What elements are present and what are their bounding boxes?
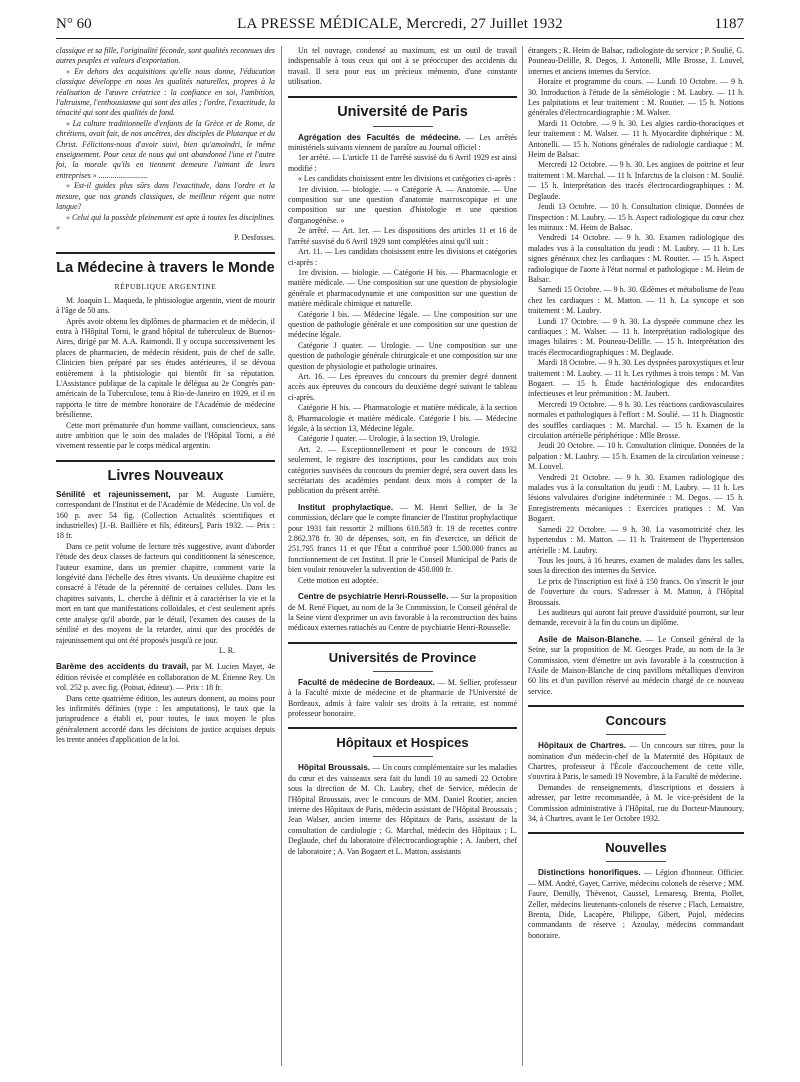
article-paragraph: Catégorie H bis. — Pharmacologie et matière médicale, à la section 8, Pharmacologie et matière médicale. Catégorie I bis. — Médecine légale, à la section 13, Médecine légale.: [288, 403, 517, 433]
program-day: Vendredi 14 Octobre. — 9 h. 30. Examen radiologique des malades vus à la consultation du jeudi : M. Laubry. — 11 h. Les signes généraux chez les cardiaques : M. Routier. — 15 h. Aspect radiologique de l'aorte à l'état normal et pathologique : M. Heim de Balsac.: [528, 233, 744, 284]
column-right: [528, 46, 744, 1076]
program-day: Mardi 18 Octobre. — 9 h. 30. Les dyspnées paroxystiques et leur traitement : M. Laubry. — 11 h. Les rythmes à trois temps : M. Van Bogaert. — 15 h. Étude bactériologique des endocardites infectieuses et leur prémunition : M. Jaubert.: [528, 358, 744, 399]
item-text: — Un cours complémentaire sur les maladies du cœur et des vaisseaux sera fait du lundi 10 au samedi 22 Octobre sous la direction de M. Ch. Laubry, chef de Service, médecin de l'Hôpital Broussais, avec le concours de MM. Daniel Routier, ancien interne des Hôpitaux de Paris, médecin assistant de l'Hôpital Broussais ; Jean Walser, ancien interne des Hôpitaux de Paris, assistant de la consultation de cardiologie ; G. Marchal, médecin des Hôpitaux ; L. Deglaude, chef du laboratoire d'électrocardiographie ; A. Jaubert, chef de laboratoire ; A. Van Bogaert et L. Matton, assistants: [288, 763, 517, 856]
item-heading: Distinctions honorifiques.: [538, 868, 641, 878]
section-title-paris: Université de Paris: [337, 103, 468, 120]
article-paragraph: Catégorie J quater. — Urologie. — Une composition sur une question de pathologie générale chirurgicale et une composition sur une question de physiologie et pathologie urinaires.: [288, 340, 517, 371]
program-day: Mardi 11 Octobre. — 9 h. 30. Les algies cardio-thoraciques et leur traitement : M. Walser. — 11 h. Myocardite diphtérique : M. Antonelli. — 15 h. Notions générales de radiologie cardiaque : M. Heim de Balsac.: [528, 118, 744, 160]
item-text: — M. Henri Sellier, de la 3e commission, déclare que le compte financier de l'Institut prophylactique pour 1931 fait ressortir 2 millions 610.583 fr. 19 de recettes contre 2.862.378 fr. 30 de dépenses, soit, en fin d'exercice, un déficit de 251.795 francs 11 et que l'État a contribué pour 1.500.000 francs au fonctionnement de cet Institut. Il prie le Conseil Municipal de Paris de bien vouloir renouveler la subvention de 450.000 fr.: [288, 502, 517, 575]
section-rule: [528, 705, 744, 707]
issue-number: N° 60: [56, 16, 92, 32]
book-review: Dans ce petit volume de lecture très suggestive, avant d'aborder l'étude des deux classes de facteurs qui conditionnent la sénescence, l'auteur examine, dans un premier chapitre, comment varie la longévité dans l'échelle des êtres vivants. Un deuxième chapitre est consacré à l'étude de la pérennité de certaines cellules. Dans les chapitres suivants, L. cherche à définir et à caractériser la vie et la mort en tant que manifestations colloïdales, et c'est seulement après cette analyse qu'il aborde, par le détail, l'examen des causes de la sénilité et des moyens de la retarder, ainsi que des procédés de rajeunissement qui ont été proposés jusqu'à ce jour.: [56, 541, 275, 645]
news-item: [528, 868, 744, 941]
article-paragraph: Cette motion est adoptée.: [298, 575, 379, 585]
item-text: — Les arrêtés ministériels suivants viennent de paraître au Journal officiel :: [288, 132, 517, 153]
article-paragraph: Le prix de l'inscription est fixé à 150 francs. On s'inscrit le jour de l'ouverture du cours. S'adresser à M. Matton, à l'Hôpital Broussais.: [528, 576, 744, 607]
article-paragraph: Demandes de renseignements, d'inscriptions et dossiers à adresser, par lettre recommandée, à M. le vice-président de la Commission administrative à l'Hôpital, rue du Docteur-Maunoury, 34, à Chartres, avant le 1er Octobre 1932.: [528, 782, 744, 824]
article-paragraph: 1re division. — biologie. — Catégorie H bis. — Pharmacologie et matière médicale. — Une composition sur une question de physiologie générale et pharmacodynamie et une composition sur une question de matière médicale chimique et naturelle.: [288, 267, 517, 309]
title-underline: [373, 126, 433, 127]
program-day: Mercredi 12 Octobre. — 9 h. 30. Les angines de poitrine et leur traitement : M. Marchal. — 11 h. Infarctus de la cloison : M. Soulié. — 15 h. Interprétation des tracés électrocardiographiques : M. Deglaude.: [528, 160, 744, 201]
news-item: [288, 503, 517, 576]
section-title-nouvelles: Nouvelles: [605, 840, 667, 856]
news-item: [288, 133, 517, 154]
page-header: [56, 16, 744, 39]
quote-paragraph: « Est-il guides plus sûrs dans l'exactitude, dans l'ordre et la mesure, que nos grands classiques, de meilleur régent que notre langue?: [56, 181, 275, 212]
item-heading: Agrégation des Facultés de médecine.: [298, 132, 461, 142]
quote-paragraph: « La culture traditionnelle d'enfants de la Grèce et de Rome, de chrétiens, avait fait, de nos ancêtres, des disciples de Plutarque et du Christ. Félicitons-nous d'avoir suivi, bien qu'amoindri, le même enseignement. Pour ceux de nous qui ont abandonné l'une et l'autre foi, la morale qu'ils en tiennent demeure l'aimant de leurs entreprises » .........................: [56, 118, 275, 180]
item-text: — Légion d'honneur. Officier. — MM. André, Gayet, Carrive, médecins colonels de réserve ; MM. Faure, Demilly, Thévenot, Caussel, Lemaresq, Brenta, Piollet, Zeller, médecins lieutenants-colonels de réserve ; Flach, Lemaistre, Brenta, Dide, Lacapère, Philippe, Gibert, Pujol, médecins commandants de réserve ; Azoulay, médecins commandant honoraire.: [528, 868, 744, 940]
program-day: Vendredi 21 Octobre. — 9 h. 30. Examen radiologique des malades vus à la consultation du jeudi : M. Laubry. — 11 h. Les lésions valvulaires d'origine indéterminée : M. Degos. — 15 h. Enregistrements mécaniques : Exercices pratiques : M. Van Bogaert.: [528, 472, 744, 524]
section-rule: [288, 96, 517, 98]
title-underline: [606, 861, 666, 862]
book-entry: [56, 490, 275, 542]
news-item: [528, 77, 744, 119]
item-heading: Centre de psychiatrie Henri-Rousselle.: [298, 592, 449, 602]
program-day: Samedi 15 Octobre. — 9 h. 30. Œdèmes et métabolisme de l'eau chez les cardiaques : M. Matton. — 11 h. La syncope et son traitement : M. Laubry.: [528, 285, 744, 316]
page-number: 1187: [714, 16, 744, 32]
news-item: [528, 635, 744, 697]
article-paragraph: Catégorie I bis. — Médecine légale. — Une composition sur une question de pathologie générale et une composition sur une question de médecine légale.: [288, 309, 517, 340]
title-underline: [373, 756, 433, 757]
item-heading: Hôpital Broussais.: [298, 763, 371, 773]
section-title-concours: Concours: [605, 713, 667, 729]
review-signature: L. R.: [218, 645, 235, 655]
news-item: [528, 741, 744, 783]
article-paragraph: 2e arrêté. — Art. 1er. — Les dispositions des articles 11 et 16 de l'arrêté susvisé du 6 Avril 1929 sont complétées ainsi qu'il suit :: [288, 226, 517, 246]
item-text: — Le Conseil général de la Seine, sur la proposition de M. Georges Prade, au nom de la 3e Commission, vient d'émettre un avis favorable à la construction à l'Asile de Maison-Blanche de cinq pavillons métalliques d'environ 60 lits et d'un pavillon réservé au médecin chargé de ce nouveau service.: [528, 634, 744, 696]
article-paragraph: Art. 16. — Les épreuves du concours du premier degré donnent accès aux épreuves du concours du deuxième degré suivant le tableau ci-après.: [288, 371, 517, 402]
section-title-province: Universités de Province: [328, 649, 477, 665]
program-day: Jeudi 20 Octobre. — 10 h. Consultation clinique. Données de la palpation : M. Laubry. — 15 h. Examen de la circulation veineuse : M. Louvel.: [528, 441, 744, 472]
news-item: [288, 763, 517, 857]
section-title-hopitaux: Hôpitaux et Hospices: [336, 735, 469, 751]
book-entry: [56, 662, 275, 693]
article-paragraph: Un tel ouvrage, condensé au maximum, est un outil de travail indispensable à tous ceux qui ont à se préoccuper des accidents du travail. Il sera pour eux un précieux mémento, d'une constante utilisation.: [288, 46, 517, 87]
section-title-monde: La Médecine à travers le Monde: [56, 259, 275, 276]
item-text: — Un concours sur titres, pour la nomination d'un médecin-chef de la Maternité des Hôpitaux de Chartres, professeur à l'École d'accouchement de cette ville, s'ouvrira à Paris, le samedi 19 Novembre, à la Faculté de médecine.: [528, 741, 744, 782]
book-review: Dans cette quatrième édition, les auteurs donnent, au moins pour les infirmités définies (type : les amputations), le taux que la jurisprudence a établi et, pour toutes, le taux moyen le plus généralement accordé dans les décisions de justice acquises depuis les trente années d'application de la loi.: [56, 693, 275, 745]
section-rule: [288, 642, 517, 644]
item-heading: Hôpitaux de Chartres.: [538, 741, 627, 751]
quote-paragraph: « En dehors des acquisitions qu'elle nous donne, l'éducation classique développe en nous les qualités naturelles, propres à la réalisation de l'œuvre créatrice : la confiance en soi, l'ambition, l'altruisme, l'enthousiasme qui sont des ailes ; l'ordre, l'exactitude, la ténacité qui sont des qualités de fond.: [56, 66, 275, 118]
book-title: Barème des accidents du travail,: [56, 662, 189, 672]
title-underline: [606, 734, 666, 735]
title-underline: [373, 671, 433, 672]
item-heading: Faculté de médecine de Bordeaux.: [298, 677, 435, 687]
article-paragraph: étrangers ; R. Heim de Balsac, radiologiste du service ; P. Soulié, G. Pouneau-Delille, R. Degos, J. Antonelli, Mlle Brosse, J. Louvel, internes et anciens internes du Service.: [528, 46, 744, 76]
article-paragraph: 1er arrêté. — L'article 11 de l'arrêté susvisé du 6 Avril 1929 est ainsi modifié :: [288, 153, 517, 173]
program-day: Samedi 22 Octobre. — 9 h. 30. La vasomotricité chez les hypertendus : M. Matton. — 11 h. Traitement de l'hypertension artérielle : M. Laubry.: [528, 524, 744, 555]
item-text: — Sur la proposition de M. René Fiquet, au nom de la 3e Commission, le Conseil général de la Seine vient d'exprimer un avis favorable à la reconstruction des bains médicaux externes rattachés au Centre de psychiatrie Henri-Rousselle.: [288, 592, 517, 633]
quote-paragraph: « Celui qui la possède pleinement est apte à toutes les disciplines. »: [56, 212, 275, 232]
book-details: par M. Lucien Mayet, 4e édition révisée et complétée en collaboration de M. Étienne Rey. Un vol. 252 p. avec fig. (Poinat, éditeur). — Prix : 18 fr.: [56, 662, 275, 693]
item-heading: Asile de Maison-Blanche.: [538, 634, 642, 644]
article-paragraph: Après avoir obtenu les diplômes de pharmacien et de médecin, il entra à l'Hôpital Torni, le grand hôpital de tuberculeux de Buenos-Aires, dirigé par M. A.A. Raimondi. Il y occupa successivement les places de pharmacien, de médecin résident, puis de chef de salle. Clinicien bien préparé par ses études antérieures, il se dévoua entièrement à la phtisiologie qui bientôt fit sa réputation. L'Assistance publique de la capitale le délégua au 2e Congrès pan-américain de la Tuberculose, tenu à Rio-de-Janeiro en 1929, et il en rapporta le titre de membre honoraire de l'Académie de médecine brésilienne.: [56, 316, 275, 420]
program-day: Jeudi 13 Octobre. — 10 h. Consultation clinique. Données de l'inspection : M. Laubry. — 15 h. Aspect radiologique du cœur chez les mitraux : M. Heim de Balsac.: [528, 202, 744, 232]
column-divider: [522, 46, 523, 1066]
article-paragraph: Catégorie J quater. — Urologie, à la section 19, Urologie.: [298, 434, 481, 444]
item-heading: Institut prophylactique.: [298, 502, 394, 512]
article-paragraph: « Les candidats choisissent entre les divisions et catégories ci-après :: [298, 174, 516, 184]
article-paragraph: Art. 11. — Les candidats choisissent entre les divisions et catégories ci-après :: [288, 247, 517, 267]
column-left: [56, 46, 275, 1076]
article-paragraph: 1re division. — biologie. — « Catégorie A. — Anatomie. — Une composition sur une question d'anatomie macroscopique et une composition sur une question d'histologie et une question d'organogénèse. »: [288, 184, 517, 225]
program-day: Mercredi 19 Octobre. — 9 h. 30. Les réactions cardiovasculaires normales et pathologiques à l'effort : M. Soulié. — 11 h. Diagnostic des souffles cardiaques : M. Marchal. — 15 h. Examen de la circulation artérielle périphérique : Mlle Brosse.: [528, 399, 744, 441]
article-paragraph: Les auditeurs qui auront fait preuve d'assiduité pourront, sur leur demande, recevoir à la fin du cours un diplôme.: [528, 607, 744, 628]
book-title: Sénilité et rajeunissement,: [56, 489, 171, 499]
article-paragraph: Art. 2. — Exceptionnellement et pour le concours de 1932 seulement, le registre des inscriptions, pour les candidats aux trois catégories susvisées du concours du premier degré, sera ouvert dans les secrétariats des académies pendant deux mois à compter de la publication du présent arrêté.: [288, 444, 517, 496]
quote-signature: P. Desfosses.: [234, 233, 275, 243]
program-day: Lundi 17 Octobre. — 9 h. 30. La dyspnée commune chez les cardiaques : M. Walser. — 11 h. Interprétation radiologique des images hilaires : M. Pouneau-Delille. — 15 h. Interprétation des tracés électrocardiographiques : M. Deglaude.: [528, 316, 744, 357]
section-rule: [56, 460, 275, 462]
column-divider: [281, 46, 282, 1066]
section-rule: [56, 252, 275, 254]
section-rule: [288, 727, 517, 729]
article-paragraph: M. Joaquin L. Maqueda, le phtisiologue argentin, vient de mourir à l'âge de 50 ans.: [56, 295, 275, 316]
program-heading: Horaire et programme du cours. — Lundi 10 Octobre.: [538, 77, 718, 87]
article-paragraph: Tous les jours, à 16 heures, examen de malades dans les salles, sous la direction des internes du Service.: [528, 555, 744, 576]
journal-title: LA PRESSE MÉDICALE, Mercredi, 27 Juillet 1932: [237, 16, 563, 32]
book-details: par M. Auguste Lumière, correspondant de l'Institut et de l'Académie de Médecine. Un vol. de 160 p. avec 54 fig. (Collection Actualités scientifiques et industrielles) [J.-B. Baillière et fils, éditeurs], Paris 1932. — Prix : 18 fr.: [56, 489, 275, 541]
article-paragraph: Cette mort prématurée d'un homme vaillant, consciencieux, sans autre ambition que le soin des malades de l'Hôpital Torni, a été vivement ressentie par le corps médical argentin.: [56, 420, 275, 451]
item-text: — 9 h. 30. Introduction à l'étude de la séméiologie : M. Laubry. — 11 h. Les palpitations et leur traitement : M. Routier. — 15 h. Notions générales d'électrocardiographie : M. Walser.: [528, 77, 744, 118]
section-rule: [528, 832, 744, 834]
column-middle: [288, 46, 517, 1076]
item-text: — M. Sellier, professeur à la Faculté mixte de médecine et de pharmacie de l'Université de Bordeaux, admis à faire valoir ses droits à la retraite, est nommé professeur honoraire.: [288, 677, 517, 718]
section-title-livres: Livres Nouveaux: [107, 467, 224, 484]
news-item: [288, 592, 517, 634]
quote-paragraph: classique et sa fille, l'originalité féconde, sont qualités reconnues des autres peuples et valeurs d'exportation.: [56, 46, 275, 66]
subsection-title: RÉPUBLIQUE ARGENTINE: [114, 281, 217, 291]
news-item: [288, 678, 517, 720]
